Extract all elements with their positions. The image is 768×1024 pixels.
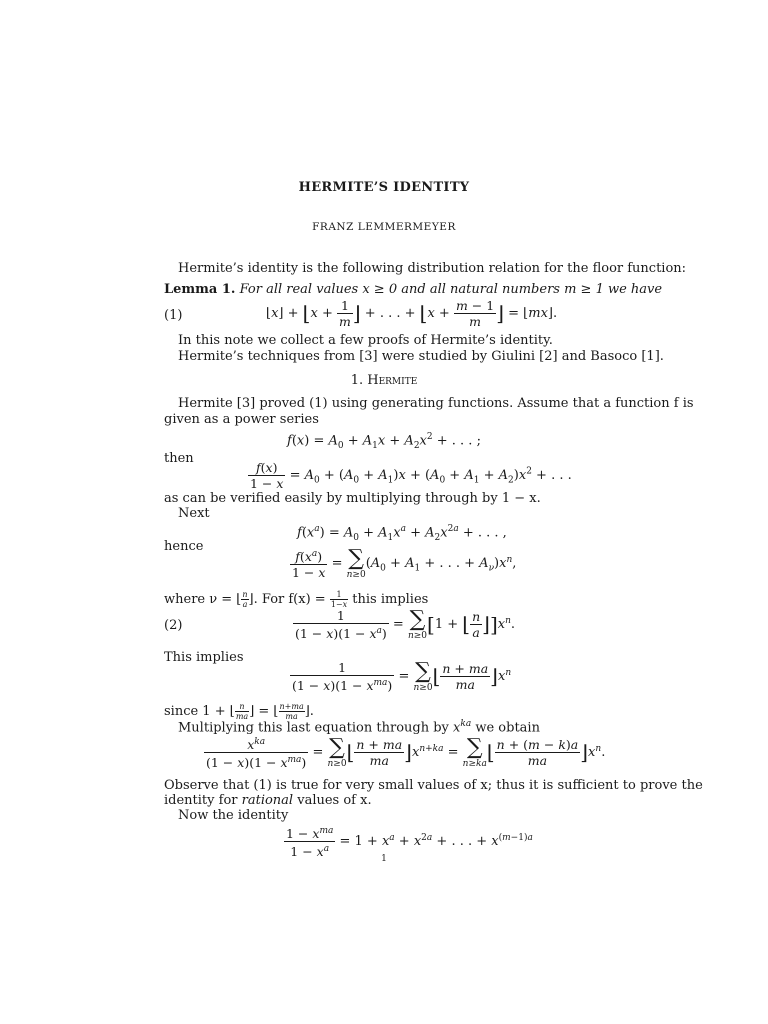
hence-word: hence — [164, 539, 204, 554]
hermite-paragraph-line-1: Hermite [3] proved (1) using generating functions. Assume that a function f is — [178, 396, 694, 411]
collect-paragraph: In this note we collect a few proofs of Hermite’s identity. — [178, 333, 553, 348]
observe-text-c: values of x. — [297, 793, 372, 808]
since-text: since 1 + — [164, 704, 226, 719]
lemma-text: For all real values x ≥ 0 and all natural numbers m ≥ 1 we have — [239, 282, 663, 297]
for-f-text: . For f(x) = — [253, 592, 326, 607]
observe-text-rational: rational — [241, 793, 294, 808]
observe-line-2 — [164, 793, 372, 809]
lemma-label: Lemma 1. — [164, 282, 236, 297]
this-implies-line: This implies — [164, 650, 244, 665]
paper-author: FRANZ LEMMERMEYER — [312, 221, 456, 233]
substitution-equation: $f(x^a) = A_0 + A_1x^a + A_2x^{2a}$ + . . . , — [297, 524, 507, 543]
section-name: Hermite — [367, 373, 418, 388]
multiplying-line: Multiplying this last equation through by $x^{ka}$ we obtain — [178, 719, 540, 736]
observe-text-a: identity for — [164, 793, 238, 808]
geometric-identity: $\frac{1 - x^{ma}}{1 - x^a}$ = $1 + x^a + x^{2a}$ + . . . + $x^{(m-1)a}$ — [286, 826, 533, 860]
techniques-paragraph: Hermite’s techniques from [3] were studied by Giulini [2] and Basoco [1]. — [178, 349, 664, 364]
where-nu-text: where ν = — [164, 592, 233, 607]
shifted-sum-equation: $\frac{x^{ka}}{(1 - x)(1 - x^{ma})}$ = ∑ n≥0 ⌊ $\frac{n + ma}{ma}$ $⌋x^{n+ka}$ = ∑ n≥ka ⌊ $\frac{n + (m - k)a}{ma}$ $⌋x^n$. — [206, 734, 606, 771]
next-word: Next — [178, 506, 210, 521]
ma-sum-equation: $\frac{1}{(1 - x)(1 - x^{ma})}$ = ∑ n≥0 ⌊ $\frac{n + ma}{ma}$ $⌋x^n$ — [292, 658, 512, 694]
since-line: since 1 + ⌊ $\frac{n}{ma}$ ⌋ = ⌊ $\frac{n+ma}{ma}$ ⌋. — [164, 702, 314, 721]
section-heading — [0, 373, 768, 389]
intro-paragraph: Hermite’s identity is the following distribution relation for the floor function: — [178, 261, 687, 276]
equation-2: $\frac{1}{(1 - x)(1 - x^a)}$ = ∑ n≥0 [1 + ⌊ $\frac{n}{a}$ $⌋]x^n$. — [295, 606, 516, 642]
equation-2-label: (2) — [164, 618, 183, 633]
equation-1: ⌊x⌋ + ⌊x + $\frac{1}{m}$ ⌋ + . . . + ⌊x + $\frac{m - 1}{m}$ ⌋ = ⌊mx⌋. — [266, 298, 558, 329]
now-identity-line: Now the identity — [178, 808, 289, 823]
sum-equation: $\frac{f(x^a)}{1 - x}$ = ∑ n≥0 ($A_0 + A_1$ + . . . + $A_\nu)x^n$, — [292, 545, 517, 581]
verified-paragraph: as can be verified easily by multiplying through by 1 − x. — [164, 491, 541, 506]
then-word: then — [164, 451, 194, 466]
power-series-equation: $f(x) = A_0 + A_1x + A_2x^2$ + . . . ; — [287, 432, 481, 451]
paper-title: HERMITE’S IDENTITY — [298, 180, 470, 195]
observe-line-1: Observe that (1) is true for very small values of x; thus it is sufficient to prove the — [164, 778, 703, 793]
lemma-statement — [164, 282, 662, 298]
page-number: 1 — [381, 854, 387, 864]
equation-1-label: (1) — [164, 308, 183, 323]
we-obtain-text: we obtain — [475, 720, 540, 736]
hermite-paragraph-line-2: given as a power series — [164, 412, 319, 427]
series-over-one-minus-x: $\frac{f(x)}{1 - x}$ = $A_0 + (A_0 + A_1)x + (A_0 + A_1 + A_2)x^2$ + . . . — [250, 460, 572, 491]
section-number: 1. — [350, 373, 364, 388]
multiplying-text: Multiplying this last equation through by — [178, 720, 449, 736]
where-nu-line: where ν = ⌊ $\frac{n}{a}$ ⌋. For f(x) = $\frac{1}{1-x}$ this implies — [164, 590, 429, 609]
this-implies-text: this implies — [352, 592, 429, 607]
